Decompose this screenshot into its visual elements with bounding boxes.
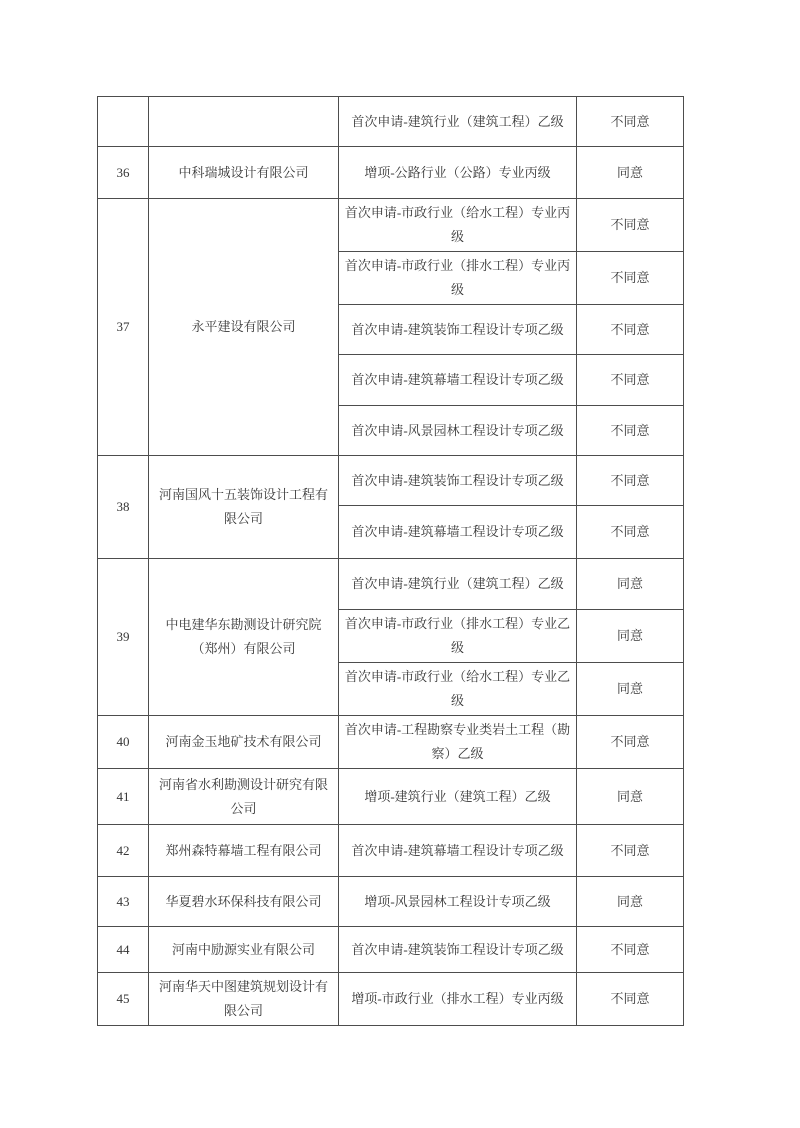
result-cell: 不同意: [577, 252, 684, 305]
table-row: [98, 97, 684, 147]
row-number-cell: 43: [98, 877, 149, 927]
row-number-cell: [98, 97, 149, 147]
application-cell: 首次申请-建筑装饰工程设计专项乙级: [339, 456, 577, 506]
result-cell: 不同意: [577, 716, 684, 769]
company-cell: 河南省水利勘测设计研究有限公司: [149, 769, 339, 825]
table-row: [98, 825, 684, 877]
row-number-cell: 39: [98, 559, 149, 716]
application-cell: 首次申请-建筑幕墙工程设计专项乙级: [339, 825, 577, 877]
application-cell: 增项-市政行业（排水工程）专业丙级: [339, 973, 577, 1026]
row-number-cell: 45: [98, 973, 149, 1026]
company-cell: 华夏碧水环保科技有限公司: [149, 877, 339, 927]
table-row: [98, 147, 684, 199]
application-cell: 首次申请-风景园林工程设计专项乙级: [339, 406, 577, 456]
result-cell: 同意: [577, 559, 684, 610]
application-cell: 增项-风景园林工程设计专项乙级: [339, 877, 577, 927]
table-row: [98, 927, 684, 973]
company-cell: 郑州森特幕墙工程有限公司: [149, 825, 339, 877]
application-cell: 首次申请-建筑装饰工程设计专项乙级: [339, 927, 577, 973]
result-cell: 同意: [577, 769, 684, 825]
application-cell: 首次申请-市政行业（排水工程）专业丙级: [339, 252, 577, 305]
table-row: [98, 877, 684, 927]
table-row: [98, 769, 684, 825]
application-cell: 首次申请-建筑幕墙工程设计专项乙级: [339, 355, 577, 406]
table-row: [98, 559, 684, 610]
application-cell: 首次申请-建筑行业（建筑工程）乙级: [339, 97, 577, 147]
application-cell: 首次申请-建筑行业（建筑工程）乙级: [339, 559, 577, 610]
result-cell: 不同意: [577, 406, 684, 456]
row-number-cell: 38: [98, 456, 149, 559]
company-cell: 中科瑞城设计有限公司: [149, 147, 339, 199]
table-row: [98, 973, 684, 1026]
company-cell: 河南金玉地矿技术有限公司: [149, 716, 339, 769]
result-cell: 不同意: [577, 199, 684, 252]
application-cell: 首次申请-工程勘察专业类岩土工程（勘察）乙级: [339, 716, 577, 769]
application-cell: 首次申请-市政行业（给水工程）专业丙级: [339, 199, 577, 252]
row-number-cell: 41: [98, 769, 149, 825]
result-cell: 不同意: [577, 355, 684, 406]
table-row: [98, 456, 684, 506]
result-cell: 不同意: [577, 506, 684, 559]
application-cell: 增项-公路行业（公路）专业丙级: [339, 147, 577, 199]
company-cell: 河南国风十五装饰设计工程有限公司: [149, 456, 339, 559]
row-number-cell: 36: [98, 147, 149, 199]
row-number-cell: 37: [98, 199, 149, 456]
approval-table: [97, 96, 684, 1026]
company-cell: 河南华天中图建筑规划设计有限公司: [149, 973, 339, 1026]
result-cell: 不同意: [577, 305, 684, 355]
row-number-cell: 40: [98, 716, 149, 769]
result-cell: 不同意: [577, 456, 684, 506]
result-cell: 不同意: [577, 97, 684, 147]
result-cell: 同意: [577, 663, 684, 716]
result-cell: 同意: [577, 877, 684, 927]
result-cell: 同意: [577, 610, 684, 663]
table-row: [98, 199, 684, 252]
row-number-cell: 42: [98, 825, 149, 877]
company-cell: 中电建华东勘测设计研究院（郑州）有限公司: [149, 559, 339, 716]
result-cell: 不同意: [577, 825, 684, 877]
company-cell: 永平建设有限公司: [149, 199, 339, 456]
result-cell: 不同意: [577, 927, 684, 973]
result-cell: 不同意: [577, 973, 684, 1026]
row-number-cell: 44: [98, 927, 149, 973]
result-cell: 同意: [577, 147, 684, 199]
company-cell: [149, 97, 339, 147]
application-cell: 增项-建筑行业（建筑工程）乙级: [339, 769, 577, 825]
application-cell: 首次申请-市政行业（给水工程）专业乙级: [339, 663, 577, 716]
application-cell: 首次申请-建筑装饰工程设计专项乙级: [339, 305, 577, 355]
table-row: [98, 716, 684, 769]
application-cell: 首次申请-市政行业（排水工程）专业乙级: [339, 610, 577, 663]
application-cell: 首次申请-建筑幕墙工程设计专项乙级: [339, 506, 577, 559]
company-cell: 河南中励源实业有限公司: [149, 927, 339, 973]
